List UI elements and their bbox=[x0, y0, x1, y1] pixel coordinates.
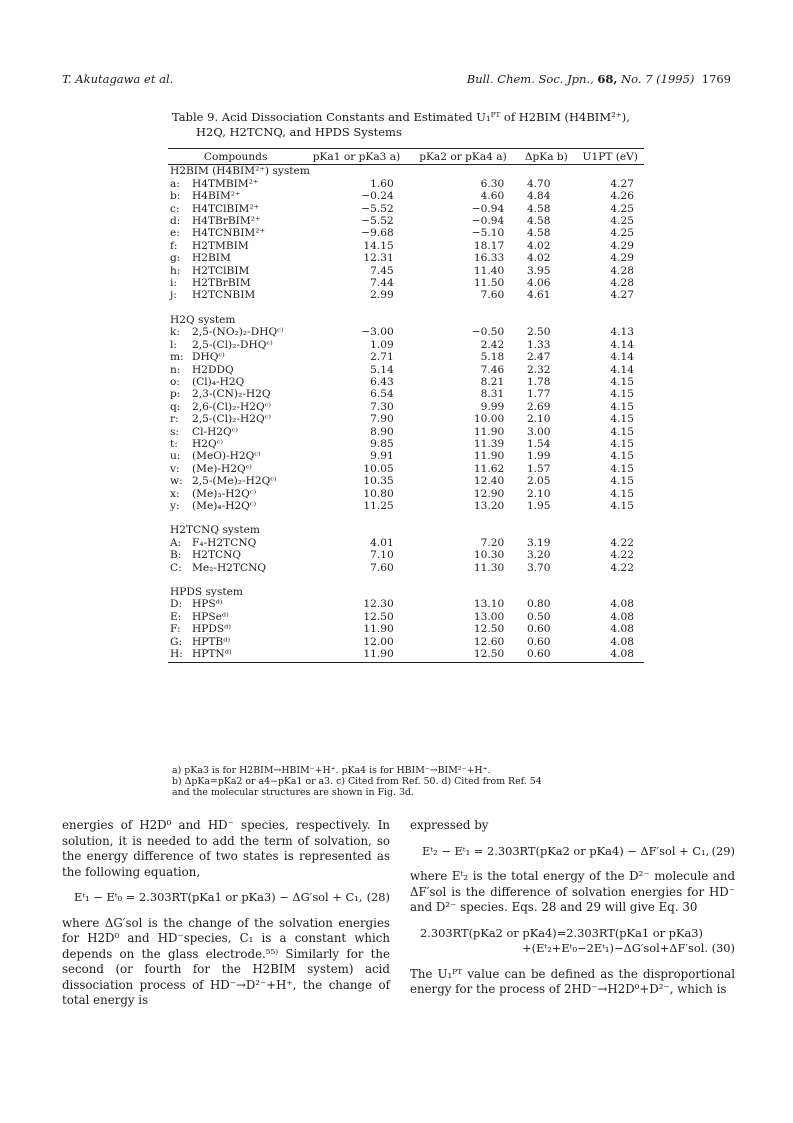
table-row bbox=[168, 648, 644, 663]
compound-name: Cl-H2Qᶜ⁾ bbox=[192, 425, 239, 438]
dpka-cell: 2.10 bbox=[526, 413, 551, 426]
pka2-cell: 11.62 bbox=[473, 462, 505, 475]
pka2-cell: 12.90 bbox=[473, 487, 505, 500]
pka2-cell: 7.46 bbox=[480, 363, 505, 376]
row-label: l: bbox=[170, 338, 177, 351]
pka2-cell: 8.21 bbox=[480, 375, 505, 388]
row-label: h: bbox=[170, 264, 181, 277]
u1pt-cell: 4.15 bbox=[610, 375, 634, 388]
pka1-cell: 6.54 bbox=[370, 388, 394, 401]
pka1-cell: 10.35 bbox=[363, 475, 394, 488]
dpka-cell: 0.50 bbox=[526, 610, 551, 623]
dpka-cell: 3.20 bbox=[526, 549, 551, 562]
pka1-cell: 7.30 bbox=[370, 400, 394, 413]
pka1-cell: −3.00 bbox=[361, 326, 394, 339]
u1pt-cell: 4.14 bbox=[610, 338, 634, 351]
u1pt-cell: 4.08 bbox=[610, 635, 634, 648]
u1pt-cell: 4.28 bbox=[610, 277, 634, 290]
compound-name: HPSᵈ⁾ bbox=[192, 598, 223, 611]
row-label: i: bbox=[170, 277, 177, 290]
u1pt-cell: 4.13 bbox=[610, 326, 634, 339]
compound-name: H4TBrBIM²⁺ bbox=[192, 215, 261, 228]
pka2-cell: 12.50 bbox=[473, 623, 505, 636]
table-row bbox=[168, 364, 644, 376]
compound-name: H2TClBIM bbox=[192, 264, 250, 277]
u1pt-cell: 4.22 bbox=[610, 536, 634, 549]
row-label: j: bbox=[170, 289, 177, 302]
table-row bbox=[168, 240, 644, 252]
u1pt-cell: 4.08 bbox=[610, 623, 634, 636]
u1pt-cell: 4.14 bbox=[610, 363, 634, 376]
dpka-cell: 2.05 bbox=[526, 475, 551, 488]
equation-29 bbox=[410, 844, 735, 860]
pka1-cell: 12.30 bbox=[363, 598, 394, 611]
dpka-cell: 1.78 bbox=[526, 375, 551, 388]
pka2-cell: 11.50 bbox=[473, 277, 505, 290]
dpka-cell: 3.95 bbox=[526, 264, 551, 277]
u1pt-cell: 4.15 bbox=[610, 475, 634, 488]
col-header-compounds: Compounds bbox=[168, 149, 303, 165]
volume: 68, bbox=[597, 72, 618, 86]
system-heading-row bbox=[168, 524, 644, 536]
row-label: r: bbox=[170, 413, 179, 426]
u1pt-cell: 4.15 bbox=[610, 487, 634, 500]
table-row bbox=[168, 401, 644, 413]
u1pt-cell: 4.29 bbox=[610, 252, 634, 265]
system-heading: H2TCNQ system bbox=[170, 524, 260, 537]
dpka-cell: 3.00 bbox=[526, 425, 551, 438]
table-row bbox=[168, 426, 644, 438]
compound-name: HPTBᵈ⁾ bbox=[192, 635, 231, 648]
pka2-cell: 8.31 bbox=[480, 388, 505, 401]
compound-name: HPSeᵈ⁾ bbox=[192, 610, 229, 623]
equation-30-line-2-text: +(Eᵗ₂+Eᵗ₀−2Eᵗ₁)−ΔG′sol+ΔF′sol. bbox=[522, 941, 708, 955]
table-caption bbox=[172, 110, 652, 140]
row-label: k: bbox=[170, 326, 180, 339]
pka1-cell: 11.25 bbox=[363, 499, 394, 512]
pka1-cell: 9.85 bbox=[370, 437, 394, 450]
pka1-cell: 7.45 bbox=[370, 264, 394, 277]
pka2-cell: 7.20 bbox=[480, 536, 505, 549]
footnote-c: and the molecular structures are shown in Fig. 3d. bbox=[172, 787, 414, 798]
row-label: G: bbox=[170, 635, 183, 648]
pka1-cell: −5.52 bbox=[361, 215, 394, 228]
u1pt-cell: 4.15 bbox=[610, 499, 634, 512]
dpka-cell: 3.70 bbox=[526, 561, 551, 574]
pka2-cell: −0.94 bbox=[471, 202, 505, 215]
table-row bbox=[168, 413, 644, 425]
equation-28-number: (28) bbox=[366, 890, 390, 904]
compound-name: (Me)₄-H2Qᶜ⁾ bbox=[192, 499, 257, 512]
equation-30-line-2 bbox=[410, 941, 735, 957]
table-row bbox=[168, 636, 644, 648]
pka1-cell: −5.52 bbox=[361, 202, 394, 215]
pka1-cell: 5.14 bbox=[370, 363, 394, 376]
pka2-cell: 13.10 bbox=[473, 598, 505, 611]
pka1-cell: 11.90 bbox=[363, 623, 394, 636]
compound-name: (Me)-H2Qᶜ⁾ bbox=[192, 462, 252, 475]
u1pt-cell: 4.22 bbox=[610, 549, 634, 562]
spacer-cell bbox=[168, 302, 644, 314]
compound-name: 2,5-(Cl)₂-DHQᶜ⁾ bbox=[192, 338, 273, 351]
compound-name: H4TCNBIM²⁺ bbox=[192, 227, 266, 240]
pka2-cell: 10.30 bbox=[473, 549, 505, 562]
row-label: C: bbox=[170, 561, 182, 574]
right-paragraph-1: expressed by bbox=[410, 818, 489, 832]
pka2-cell: 13.20 bbox=[473, 499, 505, 512]
pka2-cell: −5.10 bbox=[471, 227, 505, 240]
col-header-u1pt: U1PT (eV) bbox=[577, 149, 644, 165]
issue: No. 7 (1995) bbox=[621, 72, 695, 86]
table-row bbox=[168, 475, 644, 487]
dpka-cell: 0.60 bbox=[516, 648, 576, 663]
pka1-cell: 12.31 bbox=[363, 252, 394, 265]
u1pt-cell: 4.28 bbox=[610, 264, 634, 277]
running-header-citation bbox=[467, 72, 731, 86]
u1pt-cell: 4.15 bbox=[610, 462, 634, 475]
u1pt-cell: 4.15 bbox=[610, 437, 634, 450]
compound-name: H2DDQ bbox=[192, 363, 234, 376]
pka2-cell: 11.90 bbox=[473, 450, 505, 463]
system-heading: HPDS system bbox=[170, 586, 243, 598]
table-row bbox=[168, 450, 644, 462]
table-row bbox=[168, 215, 644, 227]
pka2-cell: 6.30 bbox=[480, 177, 505, 190]
row-label: u: bbox=[170, 450, 181, 463]
pka1-cell: 11.90 bbox=[303, 648, 409, 663]
dpka-cell: 0.60 bbox=[526, 623, 551, 636]
table-row bbox=[168, 351, 644, 363]
u1pt-cell: 4.08 bbox=[610, 598, 634, 611]
pka1-cell: 4.01 bbox=[370, 536, 394, 549]
compound-name: 2,6-(Cl)₂-H2Qᶜ⁾ bbox=[192, 400, 271, 413]
compound-name: H4TMBIM²⁺ bbox=[192, 177, 259, 190]
left-column bbox=[62, 818, 390, 1009]
table-row bbox=[168, 438, 644, 450]
dpka-cell: 3.19 bbox=[526, 536, 551, 549]
dpka-cell: 4.02 bbox=[526, 252, 551, 265]
compound-name: HPDSᵈ⁾ bbox=[192, 623, 231, 636]
pka2-cell: 5.18 bbox=[480, 351, 505, 364]
dpka-cell: 2.50 bbox=[526, 326, 551, 339]
u1pt-cell: 4.25 bbox=[610, 227, 634, 240]
pka1-cell: 12.50 bbox=[363, 610, 394, 623]
compound-name: Me₂-H2TCNQ bbox=[192, 561, 267, 574]
dpka-cell: 2.47 bbox=[526, 351, 551, 364]
row-label: p: bbox=[170, 388, 181, 401]
compound-name: DHQᶜ⁾ bbox=[192, 351, 225, 364]
compound-name: F₄-H2TCNQ bbox=[192, 536, 257, 549]
table-row bbox=[168, 388, 644, 400]
pka2-cell: 10.00 bbox=[473, 413, 505, 426]
u1pt-cell: 4.27 bbox=[610, 289, 634, 302]
table-row bbox=[168, 500, 644, 512]
table-row bbox=[168, 488, 644, 500]
pka2-cell: 12.60 bbox=[473, 635, 505, 648]
table-row bbox=[168, 463, 644, 475]
compound-name: 2,5-(NO₂)₂-DHQᶜ⁾ bbox=[192, 326, 284, 339]
pka2-cell: 11.39 bbox=[473, 437, 505, 450]
row-label: t: bbox=[170, 437, 178, 450]
row-label: n: bbox=[170, 363, 181, 376]
table-row bbox=[168, 289, 644, 301]
running-header-authors: T. Akutagawa et al. bbox=[62, 72, 174, 86]
row-label: x: bbox=[170, 487, 180, 500]
u1pt-cell: 4.22 bbox=[610, 561, 634, 574]
u1pt-cell: 4.27 bbox=[610, 177, 634, 190]
pka1-cell: 12.00 bbox=[363, 635, 394, 648]
compound-name: H2TCNQ bbox=[192, 549, 242, 562]
dpka-cell: 4.02 bbox=[526, 239, 551, 252]
dpka-cell: 1.54 bbox=[526, 437, 551, 450]
system-heading-row bbox=[168, 586, 644, 598]
caption-line-2: H2Q, H2TCNQ, and HPDS Systems bbox=[196, 125, 402, 139]
compound-name: H4TClBIM²⁺ bbox=[192, 202, 260, 215]
pka1-cell: 1.60 bbox=[370, 177, 394, 190]
pka2-cell: −0.94 bbox=[471, 215, 505, 228]
table-header-row bbox=[168, 149, 644, 165]
pka1-cell: 14.15 bbox=[363, 239, 394, 252]
row-label: H: bbox=[168, 648, 192, 663]
row-label: a: bbox=[170, 177, 180, 190]
spacer-cell bbox=[168, 574, 644, 586]
pka1-cell: 7.90 bbox=[370, 413, 394, 426]
pka2-cell: 18.17 bbox=[473, 239, 505, 252]
equation-29-number: (29) bbox=[711, 843, 735, 858]
col-header-pka2: pKa2 or pKa4 a) bbox=[410, 149, 516, 165]
pka1-cell: −9.68 bbox=[361, 227, 394, 240]
pka2-cell: 4.60 bbox=[480, 190, 505, 203]
row-label: y: bbox=[170, 499, 180, 512]
equation-28 bbox=[62, 890, 390, 906]
row-label: f: bbox=[170, 239, 178, 252]
compound-name: (Cl)₄-H2Q bbox=[192, 375, 245, 388]
pka2-cell: 9.99 bbox=[480, 400, 505, 413]
equation-28-expression: Eᵗ₁ − Eᵗ₀ = 2.303RT(pKa1 or pKa3) − ΔG′sol + C₁, bbox=[74, 890, 363, 904]
dpka-cell: 2.10 bbox=[526, 487, 551, 500]
table-row bbox=[168, 339, 644, 351]
pka1-cell: 7.44 bbox=[370, 277, 394, 290]
equation-30 bbox=[410, 926, 735, 957]
pka2-cell: 11.30 bbox=[473, 561, 505, 574]
system-heading: H2BIM (H4BIM²⁺) system bbox=[170, 165, 310, 178]
pka2-cell: 11.40 bbox=[473, 264, 505, 277]
pka1-cell: 7.10 bbox=[370, 549, 394, 562]
footnote-b: b) ΔpKa=pKa2 or a4−pKa1 or a3. c) Cited from Ref. 50. d) Cited from Ref. 54 bbox=[172, 776, 542, 787]
pka1-cell: 1.09 bbox=[370, 338, 394, 351]
compound-name: (Me)₃-H2Qᶜ⁾ bbox=[192, 487, 257, 500]
caption-line-1: Table 9. Acid Dissociation Constants and Estimated U₁ᴾᵀ of H2BIM (H4BIM²⁺), bbox=[172, 110, 630, 124]
row-label: m: bbox=[170, 351, 184, 364]
table-row bbox=[168, 611, 644, 623]
pka1-cell: 9.91 bbox=[370, 450, 394, 463]
right-paragraph-3: The U₁ᴾᵀ value can be defined as the disproportional energy for the process of 2HD⁻→H2D⁰+D²⁻, which is bbox=[410, 966, 735, 996]
dpka-cell: 2.32 bbox=[526, 363, 551, 376]
spacer-cell bbox=[168, 512, 644, 524]
compound-name: 2,5-(Me)₂-H2Qᶜ⁾ bbox=[192, 475, 277, 488]
system-heading: H2Q system bbox=[170, 313, 236, 326]
compound-name: H4BIM²⁺ bbox=[192, 190, 241, 203]
table-row bbox=[168, 190, 644, 202]
journal-name: Bull. Chem. Soc. Jpn., bbox=[466, 72, 594, 86]
dpka-cell: 4.70 bbox=[526, 177, 551, 190]
table-row bbox=[168, 376, 644, 388]
compound-name: H2TBrBIM bbox=[192, 277, 251, 290]
dpka-cell: 4.58 bbox=[526, 227, 551, 240]
pka1-cell: 8.90 bbox=[370, 425, 394, 438]
group-spacer bbox=[168, 574, 644, 586]
right-paragraph-2: where Eᵗ₂ is the total energy of the D²⁻ molecule and ΔF′sol is the difference of solvation energies for HD⁻ and D²⁻ species. Eqs. 28 and 29 will give Eq. 30 bbox=[410, 869, 735, 914]
pka1-cell: 7.60 bbox=[370, 561, 394, 574]
u1pt-cell: 4.29 bbox=[610, 239, 634, 252]
pka1-cell: 10.80 bbox=[363, 487, 394, 500]
dpka-cell: 1.77 bbox=[526, 388, 551, 401]
left-paragraph-1: energies of H2D⁰ and HD⁻ species, respectively. In solution, it is needed to add the term of solvation, so the energy difference of two states is represented as the following equation, bbox=[62, 818, 390, 879]
row-label: B: bbox=[170, 549, 182, 562]
compound-name: (MeO)-H2Qᶜ⁾ bbox=[192, 450, 261, 463]
u1pt-cell: 4.25 bbox=[610, 215, 634, 228]
u1pt-cell: 4.25 bbox=[610, 202, 634, 215]
system-heading-row bbox=[168, 165, 644, 178]
pka2-cell: 7.60 bbox=[480, 289, 505, 302]
dpka-cell: 4.58 bbox=[526, 202, 551, 215]
u1pt-cell: 4.15 bbox=[610, 450, 634, 463]
footnote-a: a) pKa3 is for H2BIM→HBIM⁻+H⁺. pKa4 is for HBIM⁻→BIM²⁻+H⁺. bbox=[172, 765, 491, 776]
row-label: D: bbox=[170, 598, 183, 611]
u1pt-cell: 4.08 bbox=[577, 648, 644, 663]
u1pt-cell: 4.26 bbox=[610, 190, 634, 203]
pka1-cell: 10.05 bbox=[363, 462, 394, 475]
row-label: A: bbox=[170, 536, 182, 549]
row-label: d: bbox=[170, 215, 181, 228]
dpka-cell: 1.95 bbox=[526, 499, 551, 512]
pka1-cell: 6.43 bbox=[370, 375, 394, 388]
row-label: g: bbox=[170, 252, 181, 265]
compound-name: H2Qᶜ⁾ bbox=[192, 437, 223, 450]
compound-name: 2,3-(CN)₂-H2Q bbox=[192, 388, 271, 401]
table-row bbox=[168, 549, 644, 561]
dpka-cell: 4.84 bbox=[526, 190, 551, 203]
dpka-cell: 4.58 bbox=[526, 215, 551, 228]
compound-name: H2TCNBIM bbox=[192, 289, 256, 302]
table-row bbox=[168, 326, 644, 338]
system-heading-row bbox=[168, 314, 644, 326]
dpka-cell: 1.33 bbox=[526, 338, 551, 351]
table-row bbox=[168, 277, 644, 289]
compound-name: 2,5-(Cl)₂-H2Qᶜ⁾ bbox=[192, 413, 271, 426]
pka2-cell: 13.00 bbox=[473, 610, 505, 623]
dpka-cell: 4.06 bbox=[526, 277, 551, 290]
right-column bbox=[410, 818, 735, 998]
row-label: F: bbox=[170, 623, 181, 636]
table-row bbox=[168, 265, 644, 277]
table-row bbox=[168, 178, 644, 190]
dpka-cell: 1.57 bbox=[526, 462, 551, 475]
table-row bbox=[168, 562, 644, 574]
data-table bbox=[168, 148, 644, 663]
left-paragraph-2: where ΔG′sol is the change of the solvation energies for H2D⁰ and HD⁻species, C₁ is a constant which depends on the glass electrode.⁵⁵⁾ Similarly for the second (or fourth for the H2BIM system) acid dissociation process of HD⁻→D²⁻+H⁺, the change of total energy is bbox=[62, 915, 390, 1007]
group-spacer bbox=[168, 512, 644, 524]
equation-30-number: (30) bbox=[711, 941, 735, 955]
dpka-cell: 0.80 bbox=[526, 598, 551, 611]
table-row bbox=[168, 227, 644, 239]
row-label: s: bbox=[170, 425, 180, 438]
compound-name: H2BIM bbox=[192, 252, 231, 265]
u1pt-cell: 4.15 bbox=[610, 400, 634, 413]
pka2-cell: 12.50 bbox=[410, 648, 516, 663]
row-label: E: bbox=[170, 610, 182, 623]
table-row bbox=[168, 203, 644, 215]
pka1-cell: −0.24 bbox=[361, 190, 394, 203]
pka2-cell: −0.50 bbox=[471, 326, 505, 339]
u1pt-cell: 4.15 bbox=[610, 413, 634, 426]
pka1-cell: 2.99 bbox=[370, 289, 394, 302]
row-label: b: bbox=[170, 190, 181, 203]
dpka-cell: 4.61 bbox=[526, 289, 551, 302]
row-label: e: bbox=[170, 227, 180, 240]
u1pt-cell: 4.08 bbox=[610, 610, 634, 623]
u1pt-cell: 4.15 bbox=[610, 388, 634, 401]
table-row bbox=[168, 598, 644, 610]
equation-29-expression: Eᵗ₂ − Eᵗ₁ = 2.303RT(pKa2 or pKa4) − ΔF′sol + C₁, bbox=[422, 843, 710, 858]
dpka-cell: 1.99 bbox=[526, 450, 551, 463]
equation-30-line-1: 2.303RT(pKa2 or pKa4)=2.303RT(pKa1 or pKa3) bbox=[420, 925, 703, 940]
pka2-cell: 11.90 bbox=[473, 425, 505, 438]
u1pt-cell: 4.15 bbox=[610, 425, 634, 438]
col-header-dpka: ΔpKa b) bbox=[516, 149, 576, 165]
row-label: v: bbox=[170, 462, 180, 475]
dpka-cell: 0.60 bbox=[526, 635, 551, 648]
col-header-pka1: pKa1 or pKa3 a) bbox=[303, 149, 409, 165]
table-footnotes bbox=[172, 765, 642, 798]
pka2-cell: 16.33 bbox=[473, 252, 505, 265]
group-spacer bbox=[168, 302, 644, 314]
u1pt-cell: 4.14 bbox=[610, 351, 634, 364]
table-body bbox=[168, 165, 644, 663]
compound-name: H2TMBIM bbox=[192, 239, 249, 252]
pka1-cell: 2.71 bbox=[370, 351, 394, 364]
row-label: c: bbox=[170, 202, 180, 215]
table-row bbox=[168, 252, 644, 264]
table-row bbox=[168, 537, 644, 549]
page-number: 1769 bbox=[701, 72, 731, 86]
pka2-cell: 2.42 bbox=[480, 338, 505, 351]
row-label: q: bbox=[170, 400, 181, 413]
row-label: w: bbox=[170, 475, 183, 488]
table-row bbox=[168, 623, 644, 635]
compound-name: HPTNᵈ⁾ bbox=[192, 648, 303, 663]
row-label: o: bbox=[170, 375, 180, 388]
pka2-cell: 12.40 bbox=[473, 475, 505, 488]
dpka-cell: 2.69 bbox=[526, 400, 551, 413]
